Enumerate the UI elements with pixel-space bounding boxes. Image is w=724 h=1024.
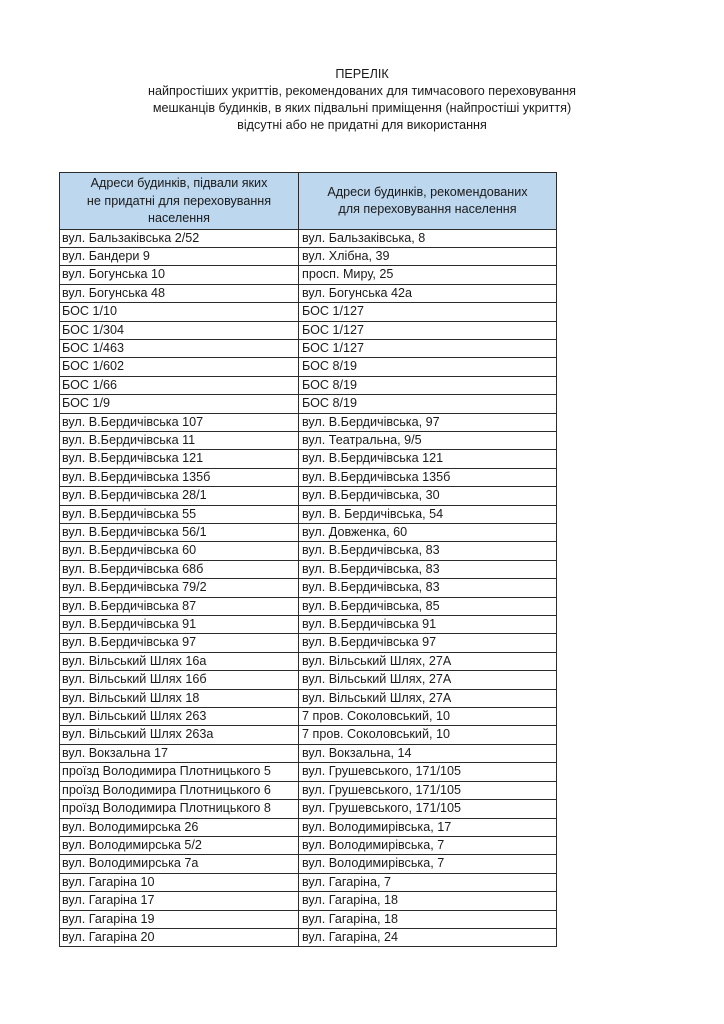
table-row bbox=[60, 652, 557, 670]
document-heading bbox=[0, 66, 724, 134]
unsuitable-building-address: проїзд Володимира Плотницького 8 bbox=[60, 800, 299, 818]
unsuitable-building-address: вул. В.Бердичівська 55 bbox=[60, 505, 299, 523]
recommended-shelter-address: вул. Грушевського, 171/105 bbox=[299, 781, 557, 799]
document-subtitle-line: відсутні або не придатні для використання bbox=[237, 118, 487, 132]
unsuitable-building-address: вул. В.Бердичівська 135б bbox=[60, 468, 299, 486]
recommended-shelter-address: вул. В.Бердичівська, 97 bbox=[299, 413, 557, 431]
unsuitable-building-address: вул. Вільський Шлях 16а bbox=[60, 652, 299, 670]
unsuitable-building-address: БОС 1/66 bbox=[60, 376, 299, 394]
table-row bbox=[60, 542, 557, 560]
recommended-shelter-address: вул. Гагаріна, 18 bbox=[299, 910, 557, 928]
table-row bbox=[60, 266, 557, 284]
unsuitable-building-address: вул. В.Бердичівська 87 bbox=[60, 597, 299, 615]
table-header-row bbox=[60, 173, 557, 230]
recommended-shelter-address: вул. Вільський Шлях, 27А bbox=[299, 652, 557, 670]
unsuitable-building-address: БОС 1/10 bbox=[60, 303, 299, 321]
recommended-shelter-address: БОС 8/19 bbox=[299, 395, 557, 413]
unsuitable-building-address: вул. Володимирська 7а bbox=[60, 855, 299, 873]
table-row bbox=[60, 892, 557, 910]
table-row bbox=[60, 560, 557, 578]
table-row bbox=[60, 413, 557, 431]
unsuitable-building-address: проїзд Володимира Плотницького 6 bbox=[60, 781, 299, 799]
unsuitable-building-address: вул. Володимирська 26 bbox=[60, 818, 299, 836]
recommended-shelter-address: вул. В.Бердичівська 97 bbox=[299, 634, 557, 652]
recommended-shelter-address: БОС 1/127 bbox=[299, 321, 557, 339]
recommended-shelter-address: вул. Вільський Шлях, 27А bbox=[299, 689, 557, 707]
table-row bbox=[60, 321, 557, 339]
unsuitable-building-address: проїзд Володимира Плотницького 5 bbox=[60, 763, 299, 781]
unsuitable-building-address: вул. Бальзаківська 2/52 bbox=[60, 229, 299, 247]
recommended-shelter-address: БОС 1/127 bbox=[299, 303, 557, 321]
shelter-address-table bbox=[59, 172, 557, 947]
unsuitable-building-address: БОС 1/602 bbox=[60, 358, 299, 376]
recommended-shelter-address: вул. Грушевського, 171/105 bbox=[299, 800, 557, 818]
document-title: ПЕРЕЛІК bbox=[335, 67, 389, 81]
table-row bbox=[60, 873, 557, 891]
recommended-shelter-address: вул. В.Бердичівська 91 bbox=[299, 616, 557, 634]
unsuitable-building-address: вул. Вокзальна 17 bbox=[60, 744, 299, 762]
document-subtitle-line: найпростіших укриттів, рекомендованих для тимчасового переховування bbox=[147, 84, 577, 98]
recommended-shelter-address: вул. В.Бердичівська, 83 bbox=[299, 542, 557, 560]
table-row bbox=[60, 671, 557, 689]
recommended-shelter-address: вул. Хлібна, 39 bbox=[299, 247, 557, 265]
unsuitable-building-address: вул. В.Бердичівська 28/1 bbox=[60, 487, 299, 505]
unsuitable-building-address: БОС 1/463 bbox=[60, 339, 299, 357]
unsuitable-building-address: вул. Гагаріна 17 bbox=[60, 892, 299, 910]
recommended-shelter-address: вул. В.Бердичівська 121 bbox=[299, 450, 557, 468]
unsuitable-building-address: вул. Гагаріна 10 bbox=[60, 873, 299, 891]
recommended-shelter-address: вул. Гагаріна, 7 bbox=[299, 873, 557, 891]
recommended-shelter-address: вул. В.Бердичівська 135б bbox=[299, 468, 557, 486]
unsuitable-building-address: вул. В.Бердичівська 56/1 bbox=[60, 524, 299, 542]
recommended-shelter-address: вул. Грушевського, 171/105 bbox=[299, 763, 557, 781]
recommended-shelter-address: БОС 8/19 bbox=[299, 376, 557, 394]
recommended-shelter-address: вул. В.Бердичівська, 30 bbox=[299, 487, 557, 505]
table-row bbox=[60, 836, 557, 854]
table-row bbox=[60, 689, 557, 707]
recommended-shelter-address: вул. В. Бердичівська, 54 bbox=[299, 505, 557, 523]
unsuitable-building-address: вул. Володимирська 5/2 bbox=[60, 836, 299, 854]
unsuitable-building-address: вул. В.Бердичівська 11 bbox=[60, 431, 299, 449]
unsuitable-building-address: вул. В.Бердичівська 68б bbox=[60, 560, 299, 578]
table-row bbox=[60, 744, 557, 762]
table-row bbox=[60, 781, 557, 799]
unsuitable-building-address: вул. В.Бердичівська 79/2 bbox=[60, 579, 299, 597]
recommended-shelter-address: вул. Гагаріна, 24 bbox=[299, 928, 557, 946]
recommended-shelter-address: просп. Миру, 25 bbox=[299, 266, 557, 284]
recommended-shelter-address: вул. Бальзаківська, 8 bbox=[299, 229, 557, 247]
table-row bbox=[60, 450, 557, 468]
table-row bbox=[60, 376, 557, 394]
table-row bbox=[60, 726, 557, 744]
unsuitable-building-address: БОС 1/304 bbox=[60, 321, 299, 339]
recommended-shelter-address: вул. Довженка, 60 bbox=[299, 524, 557, 542]
table-row bbox=[60, 818, 557, 836]
recommended-shelter-address: вул. В.Бердичівська, 83 bbox=[299, 579, 557, 597]
recommended-shelter-address: вул. В.Бердичівська, 83 bbox=[299, 560, 557, 578]
unsuitable-building-address: вул. Вільський Шлях 263 bbox=[60, 708, 299, 726]
column-header-recommended-shelters: Адреси будинків, рекомендованих для переховування населення bbox=[299, 173, 557, 230]
table-row bbox=[60, 247, 557, 265]
unsuitable-building-address: вул. Бандери 9 bbox=[60, 247, 299, 265]
table-row bbox=[60, 229, 557, 247]
table-row bbox=[60, 487, 557, 505]
table-row bbox=[60, 358, 557, 376]
recommended-shelter-address: 7 пров. Соколовський, 10 bbox=[299, 708, 557, 726]
document-subtitle-line: мешканців будинків, в яких підвальні приміщення (найпростіші укриття) bbox=[152, 101, 572, 115]
table-row bbox=[60, 468, 557, 486]
recommended-shelter-address: вул. В.Бердичівська, 85 bbox=[299, 597, 557, 615]
unsuitable-building-address: вул. Богунська 48 bbox=[60, 284, 299, 302]
unsuitable-building-address: вул. Богунська 10 bbox=[60, 266, 299, 284]
unsuitable-building-address: вул. В.Бердичівська 97 bbox=[60, 634, 299, 652]
table-row bbox=[60, 634, 557, 652]
recommended-shelter-address: вул. Володимирівська, 17 bbox=[299, 818, 557, 836]
unsuitable-building-address: вул. В.Бердичівська 60 bbox=[60, 542, 299, 560]
table-row bbox=[60, 708, 557, 726]
recommended-shelter-address: вул. Гагаріна, 18 bbox=[299, 892, 557, 910]
unsuitable-building-address: вул. Гагаріна 20 bbox=[60, 928, 299, 946]
table-row bbox=[60, 579, 557, 597]
table-row bbox=[60, 928, 557, 946]
unsuitable-building-address: вул. Вільський Шлях 16б bbox=[60, 671, 299, 689]
table-row bbox=[60, 395, 557, 413]
unsuitable-building-address: БОС 1/9 bbox=[60, 395, 299, 413]
unsuitable-building-address: вул. Гагаріна 19 bbox=[60, 910, 299, 928]
table-row bbox=[60, 524, 557, 542]
recommended-shelter-address: БОС 1/127 bbox=[299, 339, 557, 357]
unsuitable-building-address: вул. Вільський Шлях 18 bbox=[60, 689, 299, 707]
table-row bbox=[60, 284, 557, 302]
column-header-unsuitable-basements: Адреси будинків, підвали яких не придатні для переховування населення bbox=[60, 173, 299, 230]
recommended-shelter-address: вул. Вільський Шлях, 27А bbox=[299, 671, 557, 689]
unsuitable-building-address: вул. Вільський Шлях 263а bbox=[60, 726, 299, 744]
table-row bbox=[60, 910, 557, 928]
table-row bbox=[60, 303, 557, 321]
table-body bbox=[60, 229, 557, 947]
table-row bbox=[60, 763, 557, 781]
table-row bbox=[60, 855, 557, 873]
table-row bbox=[60, 431, 557, 449]
recommended-shelter-address: вул. Володимирівська, 7 bbox=[299, 855, 557, 873]
recommended-shelter-address: вул. Вокзальна, 14 bbox=[299, 744, 557, 762]
recommended-shelter-address: вул. Володимирівська, 7 bbox=[299, 836, 557, 854]
table-row bbox=[60, 505, 557, 523]
table-row bbox=[60, 800, 557, 818]
unsuitable-building-address: вул. В.Бердичівська 107 bbox=[60, 413, 299, 431]
recommended-shelter-address: вул. Театральна, 9/5 bbox=[299, 431, 557, 449]
table-row bbox=[60, 616, 557, 634]
recommended-shelter-address: 7 пров. Соколовський, 10 bbox=[299, 726, 557, 744]
unsuitable-building-address: вул. В.Бердичівська 91 bbox=[60, 616, 299, 634]
table-row bbox=[60, 597, 557, 615]
table-row bbox=[60, 339, 557, 357]
unsuitable-building-address: вул. В.Бердичівська 121 bbox=[60, 450, 299, 468]
recommended-shelter-address: БОС 8/19 bbox=[299, 358, 557, 376]
recommended-shelter-address: вул. Богунська 42а bbox=[299, 284, 557, 302]
